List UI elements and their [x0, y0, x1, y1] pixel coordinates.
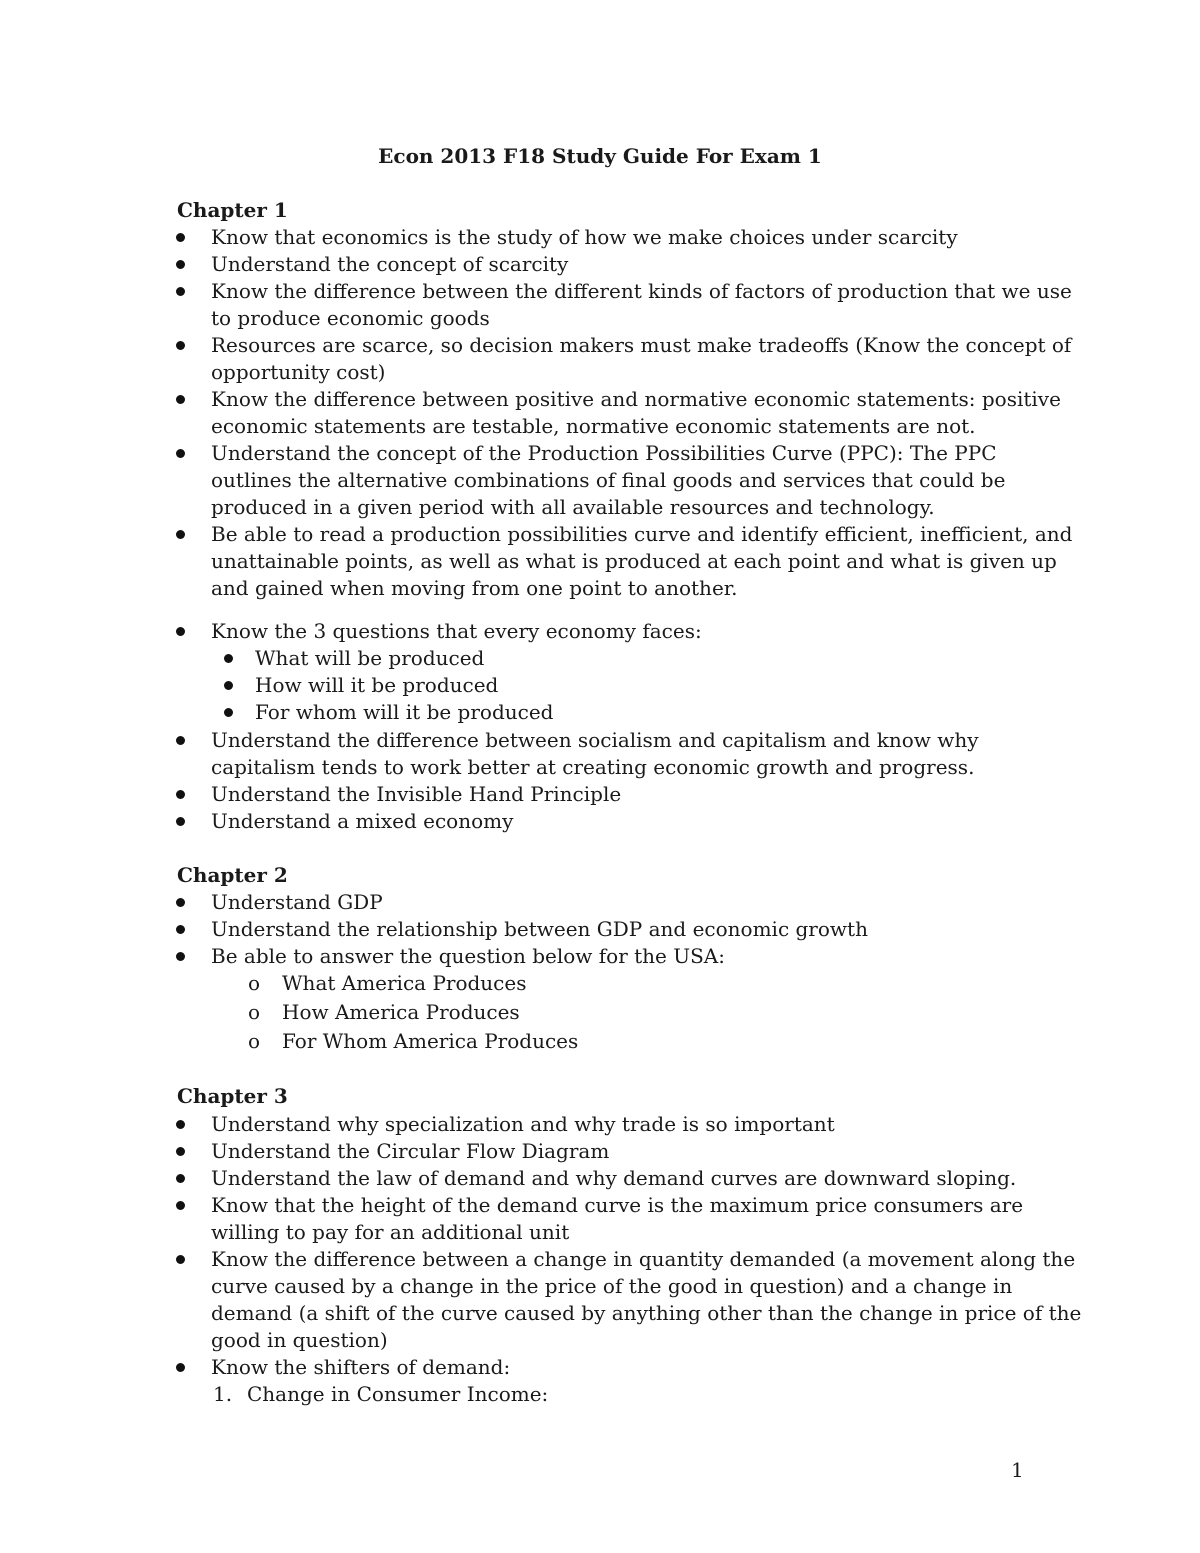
list-item: Know that economics is the study of how we make choices under scarcity — [211, 225, 958, 249]
chapter-3-heading: Chapter 3 — [177, 1084, 288, 1108]
bullet-icon — [176, 898, 185, 907]
list-item-continuation: good in question) — [211, 1328, 388, 1352]
sub-list-item: How will it be produced — [255, 673, 499, 697]
list-item: Understand the concept of the Production Possibilities Curve (PPC): The PPC — [211, 441, 997, 465]
list-item: Know the difference between the different kinds of factors of production that we use — [211, 279, 1072, 303]
list-item: Understand why specialization and why trade is so important — [211, 1112, 835, 1136]
bullet-icon — [176, 1255, 185, 1264]
bullet-icon — [176, 817, 185, 826]
list-item: Understand the relationship between GDP and economic growth — [211, 917, 868, 941]
list-item: Resources are scarce, so decision makers must make tradeoffs (Know the concept of — [211, 333, 1072, 357]
list-item-continuation: and gained when moving from one point to another. — [211, 576, 738, 600]
numbered-marker: 1. — [213, 1382, 233, 1406]
bullet-icon — [176, 790, 185, 799]
bullet-icon — [176, 395, 185, 404]
list-item: Be able to answer the question below for the USA: — [211, 944, 725, 968]
bullet-icon — [176, 260, 185, 269]
list-item-continuation: demand (a shift of the curve caused by anything other than the change in price of the — [211, 1301, 1082, 1325]
list-item-continuation: unattainable points, as well as what is produced at each point and what is given up — [211, 549, 1057, 573]
bullet-icon — [224, 708, 233, 717]
bullet-icon — [176, 952, 185, 961]
list-item: Understand the concept of scarcity — [211, 252, 569, 276]
list-item: Understand GDP — [211, 890, 383, 914]
bullet-icon — [176, 1201, 185, 1210]
list-item-continuation: economic statements are testable, normative economic statements are not. — [211, 414, 976, 438]
list-item: Understand the Circular Flow Diagram — [211, 1139, 610, 1163]
bullet-icon — [176, 287, 185, 296]
chapter-1-heading: Chapter 1 — [177, 198, 288, 222]
bullet-icon — [176, 627, 185, 636]
list-item-continuation: curve caused by a change in the price of the good in question) and a change in — [211, 1274, 1013, 1298]
bullet-icon — [176, 1120, 185, 1129]
list-item: Know that the height of the demand curve is the maximum price consumers are — [211, 1193, 1024, 1217]
page-number: 1 — [1011, 1458, 1024, 1482]
bullet-icon — [176, 341, 185, 350]
sub-list-item: What America Produces — [282, 971, 527, 995]
sub-list-item: What will be produced — [255, 646, 485, 670]
bullet-icon — [176, 530, 185, 539]
sub-list-item: For whom will it be produced — [255, 700, 554, 724]
list-item: Know the difference between positive and normative economic statements: positive — [211, 387, 1061, 411]
chapter-2-heading: Chapter 2 — [177, 863, 288, 887]
list-item: Understand the Invisible Hand Principle — [211, 782, 622, 806]
list-item: Know the 3 questions that every economy faces: — [211, 619, 702, 643]
bullet-icon — [176, 1174, 185, 1183]
bullet-icon — [176, 449, 185, 458]
bullet-icon — [176, 925, 185, 934]
sub-list-item: For Whom America Produces — [282, 1029, 579, 1053]
hollow-bullet-icon: o — [248, 1000, 261, 1024]
list-item-continuation: to produce economic goods — [211, 306, 490, 330]
list-item: Know the difference between a change in quantity demanded (a movement along the — [211, 1247, 1076, 1271]
list-item-continuation: willing to pay for an additional unit — [211, 1220, 570, 1244]
numbered-list-item: Change in Consumer Income: — [247, 1382, 549, 1406]
list-item: Understand a mixed economy — [211, 809, 514, 833]
bullet-icon — [176, 736, 185, 745]
list-item-continuation: capitalism tends to work better at creating economic growth and progress. — [211, 755, 975, 779]
bullet-icon — [224, 681, 233, 690]
bullet-icon — [176, 233, 185, 242]
list-item: Be able to read a production possibilities curve and identify efficient, inefficient, and — [211, 522, 1073, 546]
bullet-icon — [224, 654, 233, 663]
list-item: Understand the law of demand and why demand curves are downward sloping. — [211, 1166, 1017, 1190]
sub-list-item: How America Produces — [282, 1000, 520, 1024]
bullet-icon — [176, 1363, 185, 1372]
hollow-bullet-icon: o — [248, 1029, 261, 1053]
list-item-continuation: produced in a given period with all available resources and technology. — [211, 495, 935, 519]
list-item: Know the shifters of demand: — [211, 1355, 511, 1379]
bullet-icon — [176, 1147, 185, 1156]
list-item-continuation: outlines the alternative combinations of final goods and services that could be — [211, 468, 1006, 492]
list-item-continuation: opportunity cost) — [211, 360, 386, 384]
hollow-bullet-icon: o — [248, 971, 261, 995]
list-item: Understand the difference between socialism and capitalism and know why — [211, 728, 979, 752]
document-title: Econ 2013 F18 Study Guide For Exam 1 — [378, 144, 822, 168]
